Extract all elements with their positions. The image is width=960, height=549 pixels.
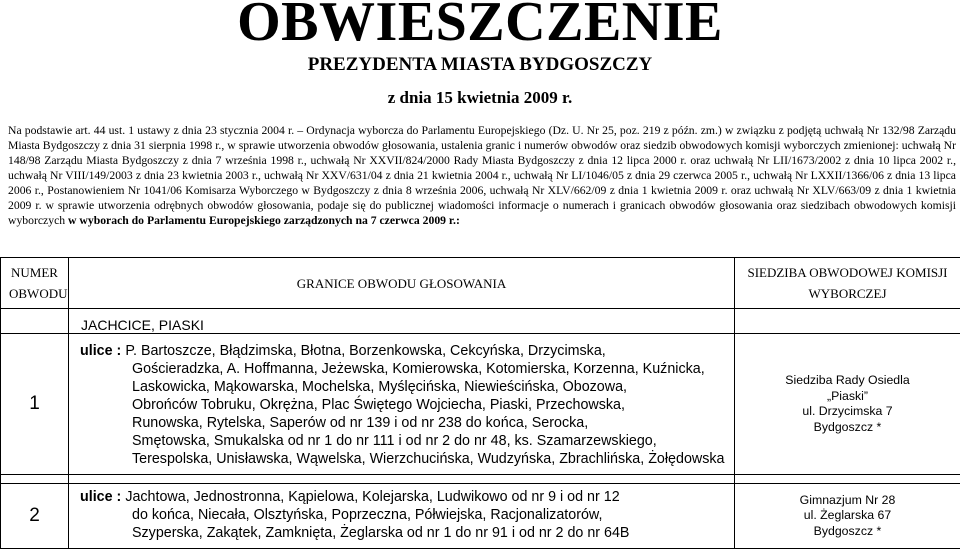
- legal-basis-bold-text: w wyborach do Parlamentu Europejskiego zarządzonych na 7 czerwca 2009 r.:: [68, 214, 460, 227]
- district-streets: ulice : Jachtowa, Jednostronna, Kąpielowa, Kolejarska, Ludwikowo od nr 9 i od nr 12 do końca, Niecała, Olsztyńska, Poprzeczna, Półwiejska, Racjonalizatorów, Szyperska, Zakątek, Zamknięta, Żeglarska od nr 1 do nr 91 i od nr 2 do nr 64B: [69, 484, 735, 549]
- district-number: 2: [1, 484, 69, 549]
- table-header-row: [1, 258, 960, 309]
- commission-seat: Gimnazjum Nr 28 ul. Żeglarska 67 Bydgoszcz *: [735, 484, 960, 549]
- district-group-name: JACHCICE, PIASKI: [69, 309, 735, 334]
- commission-seat: Siedziba Rady Osiedla „Piaski” ul. Drzycimska 7 Bydgoszcz *: [735, 334, 960, 475]
- legal-basis-text: Na podstawie art. 44 ust. 1 ustawy z dnia 23 stycznia 2004 r. – Ordynacja wyborcza do Parlamentu Europejskiego (Dz. U. Nr 25, poz. 219 z późn. zm.) w związku z podjętą uchwałą Nr 132/98 Zarządu Miasta Bydgoszczy z dnia 31 sierpnia 1998 r., w sprawie utworzenia obwodów głosowania, ustalenia granic i numerów obwodów oraz siedzib obwodowych komisji wyborczych zmienionej: uchwałą Nr 148/98 Zarządu Miasta Bydgoszczy z dnia 7 września 1998 r., uchwałą Nr XXVII/824/2000 Rady Miasta Bydgoszczy z dnia 12 lipca 2000 r. oraz uchwałą Nr LII/1673/2002 z dnia 10 lipca 2002 r., uchwałą Nr VIII/149/2003 z dnia 23 kwietnia 2003 r., uchwałą Nr XXV/631/04 z dnia 21 kwietnia 2004 r., uchwałą Nr LI/1046/05 z dnia 29 czerwca 2005 r., uchwałą Nr LXXII/1366/06 z dnia 13 lipca 2006 r., Postanowieniem Nr 1041/06 Komisarza Wyborczego w Bydgoszczy z dnia 8 września 2006, uchwałą Nr XLV/662/09 z dnia 1 kwietnia 2009 r. oraz uchwałą Nr XLV/663/09 z dnia 1 kwietnia 2009 r. w sprawie utworzenia odrębnych obwodów głosowania, podaje się do publicznej wiadomości informacje o numerach i granicach obwodów głosowania oraz siedzibach obwodowych komisji wyborczych: [8, 124, 956, 227]
- legal-basis-paragraph: [8, 123, 956, 228]
- notice-subtitle: PREZYDENTA MIASTA BYDGOSZCZY: [0, 54, 960, 76]
- voting-districts-table: [0, 257, 960, 549]
- district-streets: ulice : P. Bartoszcze, Błądzimska, Błotna, Borzenkowska, Cekcyńska, Drzycimska, Gościeradzka, A. Hoffmanna, Jeżewska, Komierowska, Kotomierska, Korzenna, Kuźnicka, Laskowicka, Mąkowarska, Mochelska, Myślęcińska, Niewieścińska, Obozowa, Obrońców Tobruku, Okrężna, Plac Świętego Wojciecha, Piaski, Przechowska, Runowska, Rytelska, Saperów od nr 139 i od nr 238 do końca, Serocka, Smętowska, Smukalska od nr 1 do nr 111 i od nr 2 do nr 48, ks. Szamarzewskiego, Terespolska, Unisławska, Wąwelska, Wierzchucińska, Wudzyńska, Zbrachlińska, Żołędowska: [69, 334, 735, 475]
- district-number: 1: [1, 334, 69, 475]
- header-district-number: NUMER OBWODU: [1, 258, 69, 309]
- notice-date: z dnia 15 kwietnia 2009 r.: [0, 88, 960, 108]
- table-spacer: [1, 475, 960, 484]
- header-district-borders: GRANICE OBWODU GŁOSOWANIA: [69, 258, 735, 309]
- table-group-row: [1, 309, 960, 334]
- notice-title: OBWIESZCZENIE: [0, 0, 960, 52]
- streets-label: ulice :: [80, 343, 121, 359]
- header-commission-seat: SIEDZIBA OBWODOWEJ KOMISJI WYBORCZEJ: [735, 258, 960, 309]
- streets-label: ulice :: [80, 489, 121, 505]
- table-row: [1, 334, 960, 475]
